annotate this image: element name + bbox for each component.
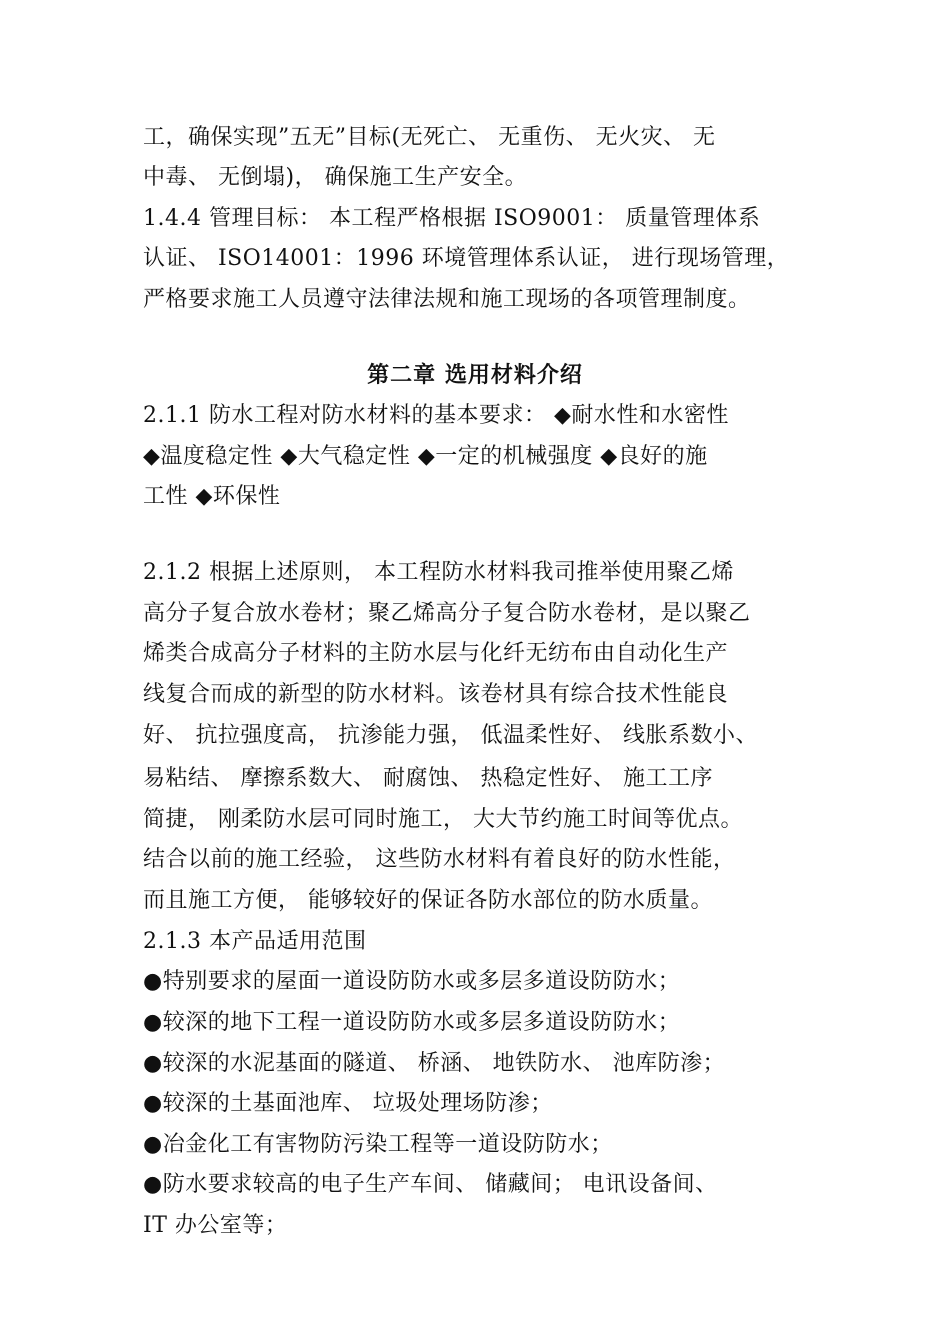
text-line: ◆温度稳定性 ◆大气稳定性 ◆一定的机械强度 ◆良好的施 (143, 444, 708, 469)
list-item: ●冶金化工有害物防污染工程等一道设防防水； (143, 1132, 613, 1157)
chapter-heading: 第二章 选用材料介绍 (367, 363, 583, 388)
text-line: 高分子复合放水卷材；聚乙烯高分子复合防水卷材，是以聚乙 (143, 601, 751, 626)
list-item: ●较深的水泥基面的隧道、 桥涵、 地铁防水、 池库防渗； (143, 1051, 726, 1076)
text-line: 而且施工方便， 能够较好的保证各防水部位的防水质量。 (143, 888, 713, 913)
text-line: 烯类合成高分子材料的主防水层与化纤无纺布由自动化生产 (143, 641, 729, 666)
text-line: IT 办公室等； (143, 1213, 288, 1238)
text-line: 1.4.4 管理目标： 本工程严格根据 ISO9001： 质量管理体系 (143, 206, 761, 231)
text-line: 2.1.2 根据上述原则， 本工程防水材料我司推举使用聚乙烯 (143, 560, 734, 585)
text-line: 结合以前的施工经验， 这些防水材料有着良好的防水性能， (143, 847, 736, 872)
text-line: 工性 ◆环保性 (143, 484, 281, 509)
list-item: ●较深的地下工程一道设防防水或多层多道设防防水； (143, 1010, 681, 1035)
text-line: 认证、 ISO14001：1996 环境管理体系认证， 进行现场管理， (143, 246, 790, 271)
section-heading: 2.1.3 本产品适用范围 (143, 929, 367, 954)
text-line: 2.1.1 防水工程对防水材料的基本要求： ◆耐水性和水密性 (143, 403, 729, 428)
text-line: 工，确保实现”五无”目标(无死亡、 无重伤、 无火灾、 无 (143, 125, 716, 150)
text-line: 线复合而成的新型的防水材料。该卷材具有综合技术性能良 (143, 682, 729, 707)
list-item: ●特别要求的屋面一道设防防水或多层多道设防防水； (143, 969, 681, 994)
list-item: ●较深的土基面池库、 垃圾处理场防渗； (143, 1091, 553, 1116)
text-line: 好、 抗拉强度高， 抗渗能力强， 低温柔性好、 线胀系数小、 (143, 723, 758, 748)
text-line: 易粘结、 摩擦系数大、 耐腐蚀、 热稳定性好、 施工工序 (143, 766, 713, 791)
text-line: 简捷， 刚柔防水层可同时施工， 大大节约施工时间等优点。 (143, 807, 743, 832)
list-item: ●防水要求较高的电子生产车间、 储藏间； 电讯设备间、 (143, 1172, 718, 1197)
text-line: 中毒、 无倒塌)， 确保施工生产安全。 (143, 165, 528, 190)
text-line: 严格要求施工人员遵守法律法规和施工现场的各项管理制度。 (143, 287, 751, 312)
